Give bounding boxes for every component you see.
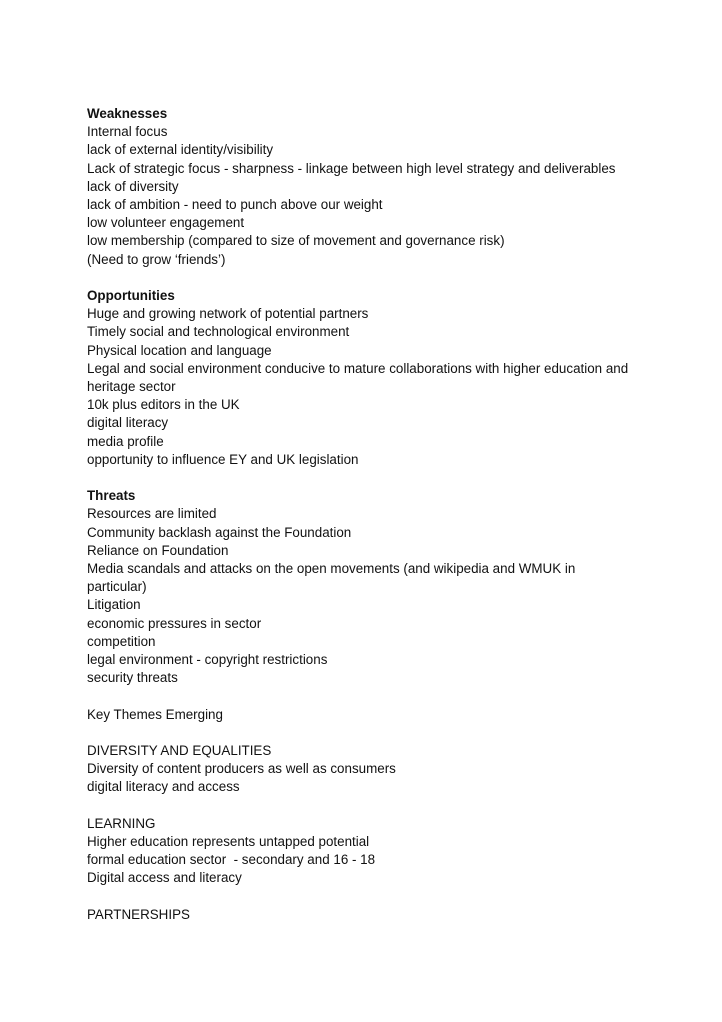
weakness-item: lack of external identity/visibility [87,142,274,158]
weakness-item: Lack of strategic focus - sharpness - linkage between high level strategy and deliverables [87,160,616,176]
diversity-item: Diversity of content producers as well as consumers [87,761,396,777]
key-themes-heading: Key Themes Emerging [87,706,223,722]
weakness-item: (Need to grow ‘friends’) [87,251,226,267]
learning-item: Higher education represents untapped potential [87,834,370,850]
learning-item: Digital access and literacy [87,870,242,886]
opportunities-heading: Opportunities [87,288,175,304]
opportunity-item: 10k plus editors in the UK [87,397,240,413]
threat-item: Litigation [87,597,141,613]
diversity-item: digital literacy and access [87,779,240,795]
document-body [87,105,687,942]
threat-item: competition [87,633,156,649]
opportunity-item: Huge and growing network of potential partners [87,306,369,322]
weakness-item: low membership (compared to size of movement and governance risk) [87,233,505,249]
opportunity-item: opportunity to influence EY and UK legislation [87,451,359,467]
weakness-item: Internal focus [87,124,168,140]
opportunity-item: Legal and social environment conducive to mature collaborations with higher education and [87,360,629,376]
threat-item: Community backlash against the Foundation [87,524,352,540]
threat-item: Reliance on Foundation [87,542,229,558]
weakness-item: lack of ambition - need to punch above our weight [87,197,383,213]
weaknesses-heading: Weaknesses [87,106,168,121]
learning-item: formal education sector - secondary and 16 - 18 [87,852,376,868]
opportunity-item: Physical location and language [87,342,272,358]
weakness-item: low volunteer engagement [87,215,245,231]
threat-item: legal environment - copyright restrictions [87,652,328,668]
opportunity-item: heritage sector [87,379,176,395]
threat-item: particular) [87,579,147,595]
diversity-heading: DIVERSITY AND EQUALITIES [87,743,272,759]
threat-item: Resources are limited [87,506,217,522]
threats-section [87,487,687,687]
threat-item: security threats [87,670,178,686]
opportunity-item: digital literacy [87,415,169,431]
partnerships-heading: PARTNERSHIPS [87,906,190,922]
threat-item: economic pressures in sector [87,615,262,631]
diversity-section [87,742,687,797]
threats-heading: Threats [87,488,136,504]
weakness-item: lack of diversity [87,178,179,194]
learning-heading: LEARNING [87,815,156,831]
partnerships-section [87,906,687,924]
key-themes-section [87,706,687,724]
opportunity-item: Timely social and technological environment [87,324,350,340]
opportunity-item: media profile [87,433,164,449]
threat-item: Media scandals and attacks on the open movements (and wikipedia and WMUK in [87,561,576,577]
weaknesses-section [87,105,687,269]
learning-section [87,815,687,888]
opportunities-section [87,287,687,469]
